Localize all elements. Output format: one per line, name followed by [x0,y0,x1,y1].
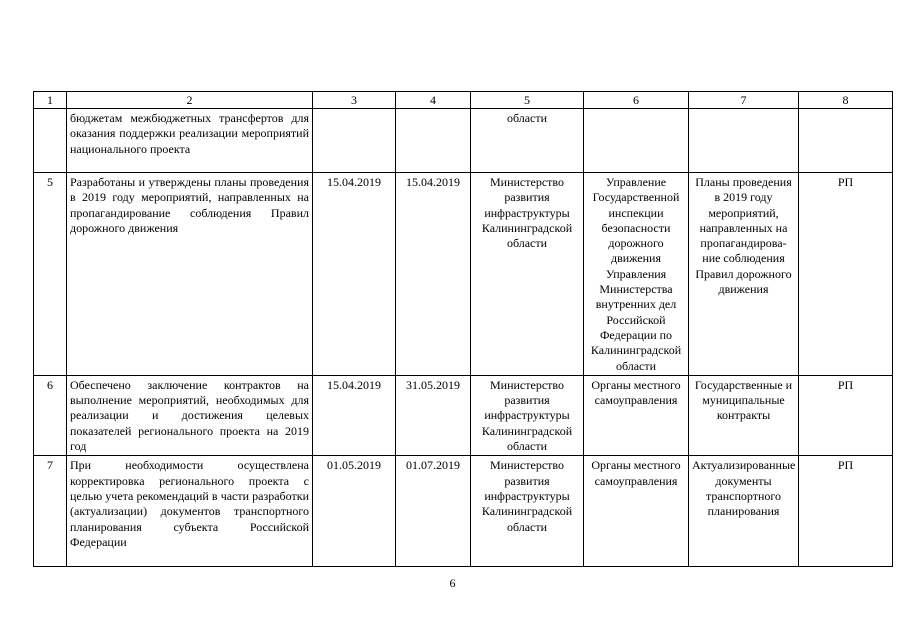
participants: Управление Государственной инспекции безопасности дорожного движения Управления Министерства внутренних дел Российской Федерации по Калининградской области [584,173,689,376]
column-header: 7 [689,92,799,109]
page-number: 6 [449,576,456,590]
control-level: РП [799,173,893,376]
column-header: 8 [799,92,893,109]
responsible-executor: области [471,109,584,173]
table-row [34,173,893,376]
column-header: 4 [396,92,471,109]
event-description: Разработаны и утверждены планы проведения в 2019 году мероприятий, направленных на пропагандирование соблюдения Правил дорожного движения [67,173,313,376]
event-description: Обеспечено заключение контрактов на выполнение мероприятий, необходимых для реализации и достижения целевых показателей регионального проекта на 2019 год [67,375,313,455]
end-date: 01.07.2019 [396,456,471,567]
start-date: 15.04.2019 [313,173,396,376]
result [689,109,799,173]
end-date: 15.04.2019 [396,173,471,376]
column-header: 6 [584,92,689,109]
column-header: 3 [313,92,396,109]
participants [584,109,689,173]
column-header: 2 [67,92,313,109]
start-date: 15.04.2019 [313,375,396,455]
row-number [34,109,67,173]
responsible-executor: Министерство развития инфраструктуры Калининградской области [471,456,584,567]
row-number: 5 [34,173,67,376]
participants: Органы местного самоуправления [584,375,689,455]
table-header-row [34,92,893,109]
control-level: РП [799,375,893,455]
event-description: бюджетам межбюджетных трансфертов для оказания поддержки реализации мероприятий национального проекта [67,109,313,173]
result: Актуализированные документы транспортного планирования [689,456,799,567]
table-row [34,109,893,173]
responsible-executor: Министерство развития инфраструктуры Калининградской области [471,375,584,455]
table-row [34,456,893,567]
end-date [396,109,471,173]
result: Планы проведения в 2019 году мероприятий, направленных на пропагандирова- ние соблюдения Правил дорожного движения [689,173,799,376]
end-date: 31.05.2019 [396,375,471,455]
column-header: 5 [471,92,584,109]
column-header: 1 [34,92,67,109]
row-number: 6 [34,375,67,455]
result: Государственные и муниципальные контракты [689,375,799,455]
event-description: При необходимости осуществлена корректировка регионального проекта с целью учета рекомендаций в части разработки (актуализации) документов транспортного планирования субъекта Российской Федерации [67,456,313,567]
control-level [799,109,893,173]
control-level: РП [799,456,893,567]
row-number: 7 [34,456,67,567]
table-row [34,375,893,455]
participants: Органы местного самоуправления [584,456,689,567]
responsible-executor: Министерство развития инфраструктуры Калининградской области [471,173,584,376]
start-date: 01.05.2019 [313,456,396,567]
plan-table [33,91,893,567]
start-date [313,109,396,173]
